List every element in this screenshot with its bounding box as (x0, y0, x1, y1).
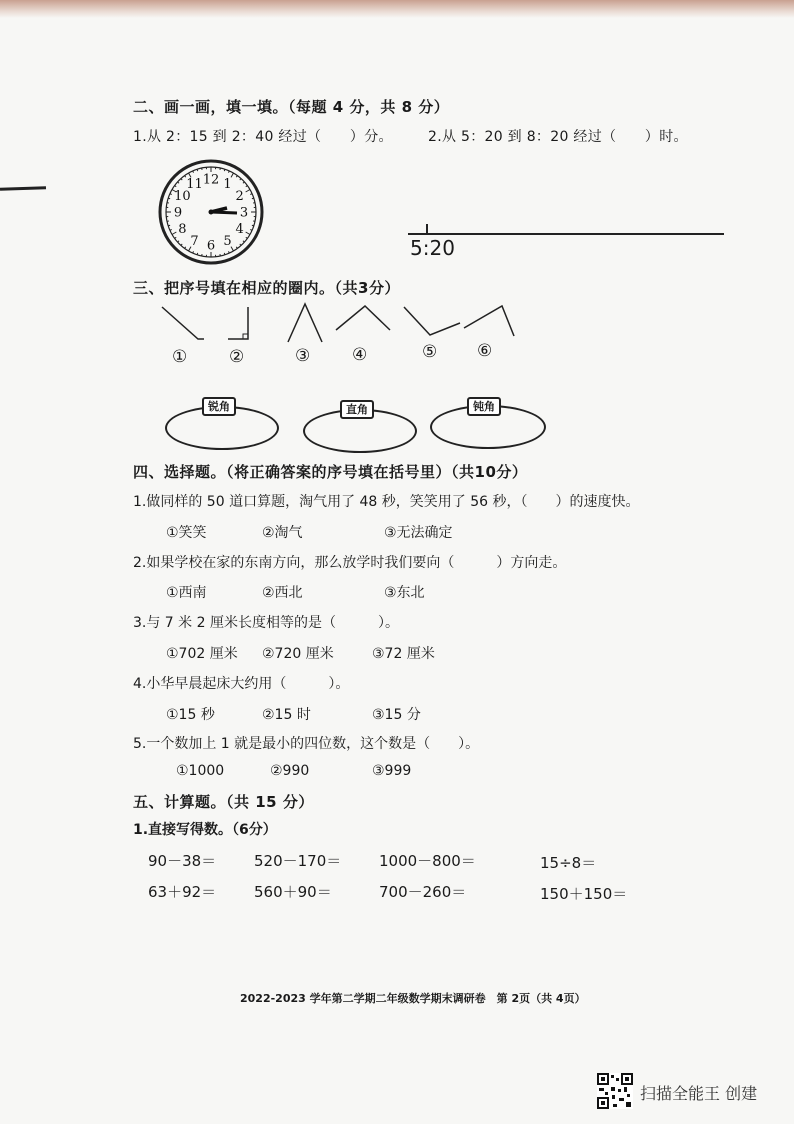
clock-tick (246, 186, 248, 187)
clock-tick (185, 247, 186, 249)
calc-2-1: 63＋92＝ (148, 883, 217, 901)
angle-label-5: ⑤ (422, 342, 438, 362)
scanner-watermark: 扫描全能王 创建 (640, 1084, 758, 1103)
question-3: 3.与 7 米 2 厘米长度相等的是（ ）。 (133, 615, 399, 631)
q1-option-1[interactable]: ①笑笑 (166, 525, 207, 541)
angle-figure-5 (402, 305, 462, 339)
clock-tick (246, 190, 250, 193)
clock-tick (240, 179, 241, 180)
q5-option-1[interactable]: ①1000 (176, 763, 225, 779)
clock-tick (197, 169, 198, 171)
q4-option-3[interactable]: ③15 分 (372, 707, 421, 723)
calc-2-3: 700－260＝ (379, 883, 467, 901)
clock-tick (197, 253, 198, 255)
section5-heading: 五、计算题。（共 15 分） (133, 793, 314, 811)
clock-number: 7 (190, 234, 199, 250)
section4-heading: 四、选择题。（将正确答案的序号填在括号里）（共10分） (133, 463, 528, 481)
clock-tick (168, 225, 170, 226)
section3-heading: 三、把序号填在相应的圈内。（共3分） (133, 279, 400, 297)
clock-tick (224, 253, 225, 255)
timeline-start-label: 5:20 (410, 236, 455, 260)
calc-2-4: 150＋150＝ (540, 885, 628, 903)
clock-number: 4 (235, 222, 244, 237)
clock-number: 3 (239, 205, 249, 221)
clock-tick (252, 225, 254, 226)
clock-tick (240, 244, 241, 245)
clock-tick (178, 182, 179, 183)
scan-edge (0, 0, 794, 18)
clock-number: 9 (173, 205, 183, 221)
section2-q1: 1.从 2：15 到 2：40 经过（ ）分。 (133, 129, 393, 145)
q3-option-1[interactable]: ①702 厘米 (166, 646, 238, 662)
clock-tick (246, 232, 250, 235)
page-footer: 2022-2023 学年第二学期二年级数学期末调研卷 第 2页（共 4页） (240, 992, 586, 1005)
clock-tick (178, 241, 179, 242)
clock-tick (243, 241, 244, 242)
clock-tick (172, 232, 176, 235)
clock-number: 5 (223, 234, 232, 250)
bin-acute-tag: 锐角 (202, 397, 236, 416)
calc-1-2: 520－170＝ (254, 852, 342, 870)
q2-option-2[interactable]: ②西北 (262, 585, 303, 601)
qr-code-icon (597, 1073, 633, 1109)
q4-option-1[interactable]: ①15 秒 (166, 707, 215, 723)
clock-tick (181, 179, 182, 180)
question-5: 5.一个数加上 1 就是最小的四位数，这个数是（ ）。 (133, 736, 480, 752)
clock-number: 8 (178, 222, 187, 237)
section2-q2: 2.从 5：20 到 8：20 经过（ ）时。 (428, 129, 688, 145)
angle-label-6: ⑥ (477, 341, 493, 361)
angle-figure-6 (460, 302, 516, 340)
q4-option-2[interactable]: ②15 时 (262, 707, 311, 723)
clock-number: 2 (235, 189, 244, 204)
angle-label-2: ② (229, 347, 245, 367)
question-4: 4.小华早晨起床大约用（ ）。 (133, 676, 350, 692)
calc-2-2: 560＋90＝ (254, 883, 332, 901)
scan-mark (0, 186, 46, 191)
q3-option-3[interactable]: ③72 厘米 (372, 646, 435, 662)
q1-option-2[interactable]: ②淘气 (262, 525, 303, 541)
question-1: 1.做同样的 50 道口算题，淘气用了 48 秒，笑笑用了 56 秒，（ ）的速度快。 (133, 494, 640, 510)
q1-option-3[interactable]: ③无法确定 (384, 525, 453, 541)
clock-tick (181, 244, 182, 245)
q5-option-3[interactable]: ③999 (372, 763, 412, 779)
angle-figure-2 (222, 303, 258, 343)
timeline-bar (408, 233, 724, 235)
clock-number: 10 (174, 189, 191, 204)
calc-1-4: 15÷8＝ (540, 854, 597, 872)
clock-number: 12 (202, 172, 220, 188)
clock-tick (246, 237, 248, 238)
clock-tick (175, 237, 177, 238)
calc-1-3: 1000－800＝ (379, 852, 476, 870)
section5-sub1: 1.直接写得数。（6分） (133, 822, 277, 838)
angle-figure-1 (160, 303, 206, 343)
section2-heading: 二、画一画，填一填。（每题 4 分，共 8 分） (133, 98, 450, 116)
clock-number: 6 (206, 238, 216, 254)
clock-tick (175, 186, 177, 187)
timeline-tick (426, 224, 428, 234)
clock-tick (224, 169, 225, 171)
angle-figure-3 (282, 300, 328, 344)
q2-option-3[interactable]: ③东北 (384, 585, 425, 601)
clock-tick (236, 176, 237, 178)
angle-label-4: ④ (352, 345, 368, 365)
clock-tick (168, 198, 170, 199)
bin-right-tag: 直角 (340, 400, 374, 419)
q5-option-2[interactable]: ②990 (270, 763, 310, 779)
angle-label-3: ③ (295, 346, 311, 366)
clock-number: 11 (186, 176, 203, 192)
clock-tick (236, 247, 237, 249)
angle-figure-4 (332, 300, 394, 336)
bin-obtuse-tag: 钝角 (467, 397, 501, 416)
clock-tick (243, 182, 244, 183)
q3-option-2[interactable]: ②720 厘米 (262, 646, 334, 662)
calc-1-1: 90－38＝ (148, 852, 217, 870)
question-2: 2.如果学校在家的东南方向，那么放学时我们要向（ ）方向走。 (133, 555, 567, 571)
clock-number: 1 (223, 176, 232, 192)
clock-tick (252, 198, 254, 199)
angle-label-1: ① (172, 347, 188, 367)
clock-face (157, 158, 265, 266)
q2-option-1[interactable]: ①西南 (166, 585, 207, 601)
